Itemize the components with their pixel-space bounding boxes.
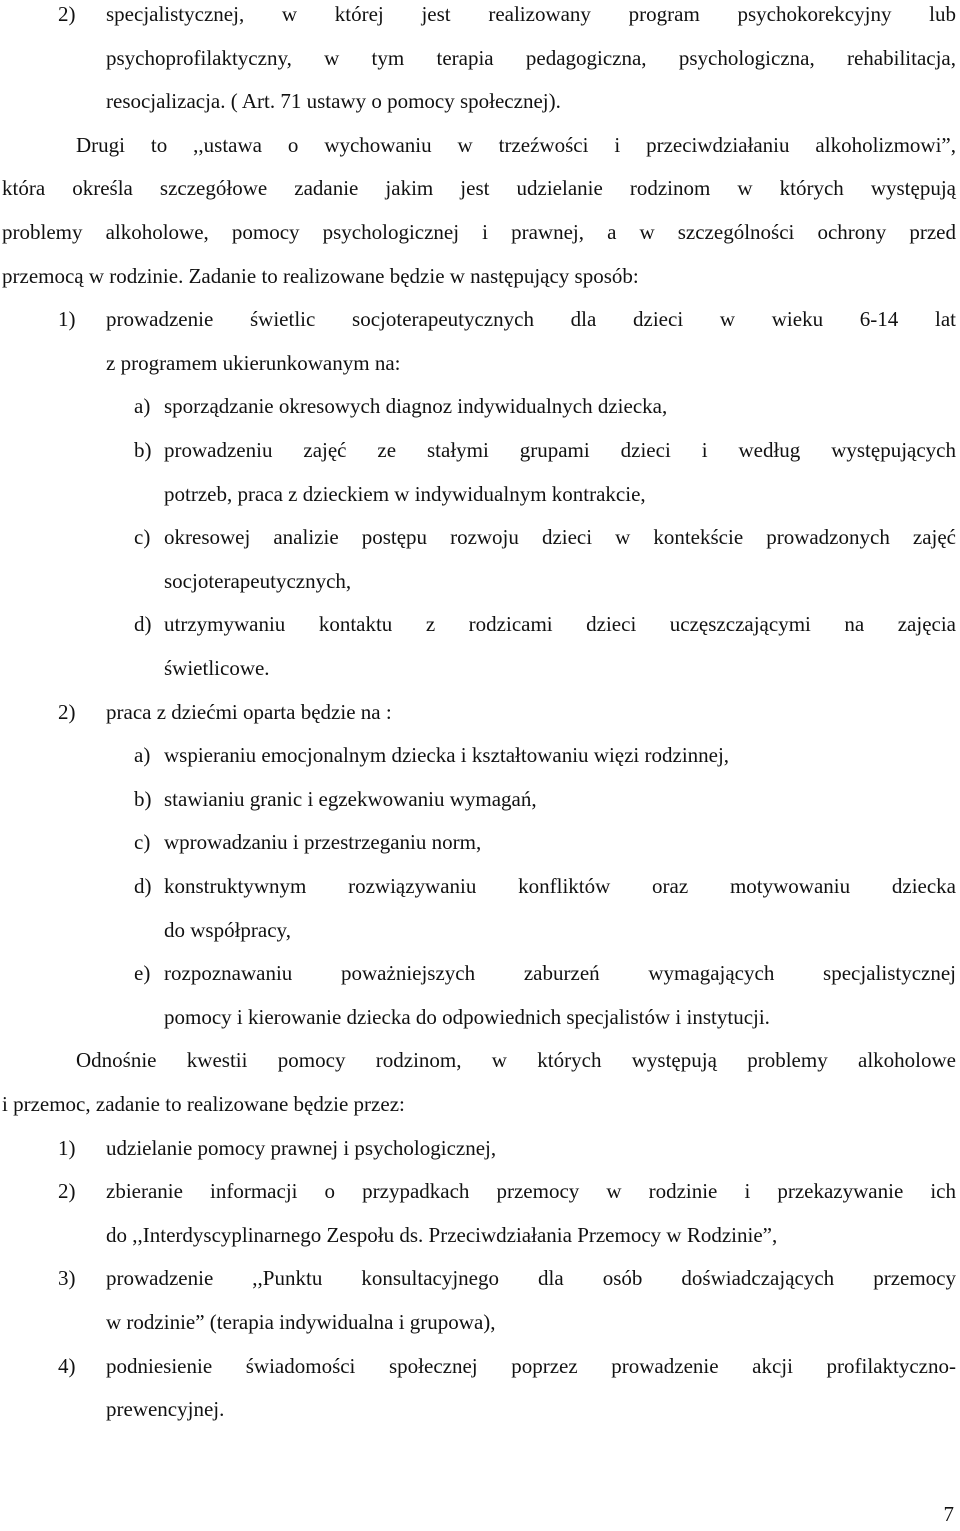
sublist-item-line: pomocy i kierowanie dziecka do odpowiednich specjalistów i instytucji. bbox=[164, 1004, 770, 1029]
paragraph-line: Odnośnie kwestii pomocy rodzinom, w których występują problemy alkoholowe bbox=[76, 1048, 956, 1073]
paragraph-line: i przemoc, zadanie to realizowane będzie przez: bbox=[2, 1092, 405, 1116]
list-item-marker: 2) bbox=[58, 699, 76, 724]
sublist-item-line: rozpoznawaniu poważniejszych zaburzeń wymagających specjalistycznej bbox=[164, 961, 956, 986]
sublist-item-line: wprowadzaniu i przestrzeganiu norm, bbox=[164, 830, 482, 855]
list-item-marker: 3) bbox=[58, 1266, 76, 1291]
sublist-item-marker: c) bbox=[134, 525, 151, 550]
list-item-line: psychoprofilaktyczny, w tym terapia pedagogiczna, psychologiczna, rehabilitacja, bbox=[106, 45, 956, 70]
list-item-line: specjalistycznej, w której jest realizowany program psychokorekcyjny lub bbox=[106, 2, 956, 26]
paragraph-line: która określa szczegółowe zadanie jakim jest udzielanie rodzinom w których występują bbox=[2, 176, 956, 201]
sublist-item-line: prowadzeniu zajęć ze stałymi grupami dzieci i według występujących bbox=[164, 438, 956, 462]
sublist-item-marker: e) bbox=[134, 961, 151, 986]
sublist-item-line: wspieraniu emocjonalnym dziecka i kształtowaniu więzi rodzinnej, bbox=[164, 743, 730, 768]
sublist-item-line: stawianiu granic i egzekwowaniu wymagań, bbox=[164, 786, 537, 811]
sublist-item-line: konstruktywnym rozwiązywaniu konfliktów oraz motywowaniu dziecka bbox=[164, 874, 956, 898]
sublist-item-marker: d) bbox=[134, 612, 152, 637]
list-item-line: praca z dziećmi oparta będzie na : bbox=[106, 699, 392, 724]
list-item-marker: 2) bbox=[58, 2, 76, 26]
list-item-line: zbieranie informacji o przypadkach przemocy w rodzinie i przekazywanie ich bbox=[106, 1179, 956, 1204]
sublist-item-marker: a) bbox=[134, 743, 151, 768]
list-item-line: prowadzenie ,,Punktu konsultacyjnego dla osób doświadczających przemocy bbox=[106, 1266, 956, 1291]
list-item-line: resocjalizacja. ( Art. 71 ustawy o pomocy społecznej). bbox=[106, 89, 561, 114]
list-item-marker: 2) bbox=[58, 1179, 76, 1204]
list-item-line: prowadzenie świetlic socjoterapeutycznych dla dzieci w wieku 6-14 lat bbox=[106, 307, 956, 332]
list-item-line: do ,,Interdyscyplinarnego Zespołu ds. Przeciwdziałania Przemocy w Rodzinie”, bbox=[106, 1222, 778, 1247]
sublist-item-line: sporządzanie okresowych diagnoz indywidualnych dziecka, bbox=[164, 394, 668, 419]
sublist-item-line: utrzymywaniu kontaktu z rodzicami dzieci uczęszczającymi na zajęcia bbox=[164, 612, 956, 637]
paragraph-line: Drugi to ,,ustawa o wychowaniu w trzeźwości i przeciwdziałaniu alkoholizmowi”, bbox=[76, 132, 956, 157]
list-item-line: prewencyjnej. bbox=[106, 1397, 225, 1422]
list-item-line: podniesienie świadomości społecznej poprzez prowadzenie akcji profilaktyczno- bbox=[106, 1353, 956, 1378]
sublist-item-line: okresowej analizie postępu rozwoju dzieci w kontekście prowadzonych zajęć bbox=[164, 525, 956, 550]
list-item-line: w rodzinie” (terapia indywidualna i grupowa), bbox=[106, 1310, 496, 1334]
sublist-item-marker: a) bbox=[134, 394, 151, 419]
sublist-item-marker: d) bbox=[134, 874, 152, 898]
list-item-marker: 4) bbox=[58, 1353, 76, 1378]
paragraph-line: przemocą w rodzinie. Zadanie to realizowane będzie w następujący sposób: bbox=[2, 263, 639, 288]
sublist-item-marker: b) bbox=[134, 786, 152, 811]
sublist-item-marker: b) bbox=[134, 438, 152, 462]
sublist-item-line: potrzeb, praca z dzieckiem w indywidualnym kontrakcie, bbox=[164, 481, 646, 506]
list-item-line: udzielanie pomocy prawnej i psychologicznej, bbox=[106, 1135, 497, 1160]
list-item-marker: 1) bbox=[58, 307, 76, 332]
sublist-item-line: socjoterapeutycznych, bbox=[164, 568, 352, 593]
sublist-item-marker: c) bbox=[134, 830, 151, 855]
page-number: 7 bbox=[943, 1502, 954, 1526]
sublist-item-line: świetlicowe. bbox=[164, 656, 270, 680]
list-item-line: z programem ukierunkowanym na: bbox=[106, 350, 401, 375]
paragraph-line: problemy alkoholowe, pomocy psychologicznej i prawnej, a w szczególności ochrony przed bbox=[2, 220, 956, 244]
sublist-item-line: do współpracy, bbox=[164, 917, 291, 942]
list-item-marker: 1) bbox=[58, 1135, 76, 1160]
